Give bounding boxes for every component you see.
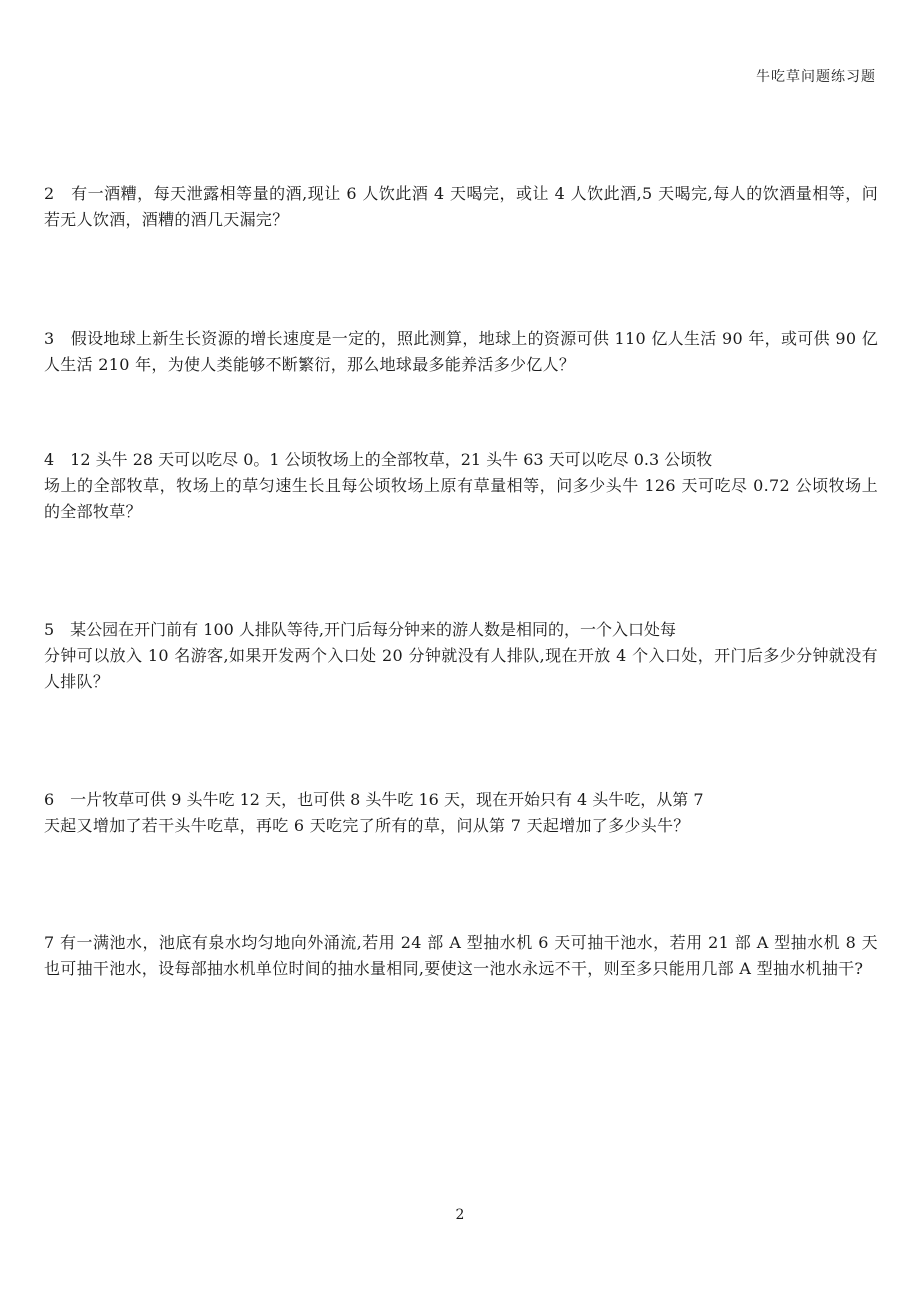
question-2	[44, 181, 878, 233]
question-3-text: 3 假设地球上新生长资源的增长速度是一定的，照此测算，地球上的资源可供 110 亿人生活 90 年，或可供 90 亿人生活 210 年，为使人类能够不断繁衍，那么地球最多能养活多少亿人？	[44, 329, 878, 374]
question-7	[44, 930, 878, 982]
page-number: 2	[455, 1207, 465, 1223]
question-6-first-line: 6 一片牧草可供 9 头牛吃 12 天，也可供 8 头牛吃 16 天，现在开始只有 4 头牛吃，从第 7	[44, 790, 704, 809]
question-5	[44, 617, 878, 695]
question-4	[44, 447, 878, 525]
question-6-rest: 天起又增加了若干头牛吃草，再吃 6 天吃完了所有的草，问从第 7 天起增加了多少头牛？	[44, 816, 690, 835]
question-6	[44, 787, 878, 839]
question-4-rest: 场上的全部牧草，牧场上的草匀速生长且每公顷牧场上原有草量相等，问多少头牛 126 天可吃尽 0.72 公顷牧场上的全部牧草？	[44, 476, 878, 521]
question-2-text: 2 有一酒糟，每天泄露相等量的酒,现让 6 人饮此酒 4 天喝完，或让 4 人饮此酒,5 天喝完,每人的饮酒量相等，问若无人饮酒，酒糟的酒几天漏完？	[44, 184, 878, 229]
question-4-first-line: 4 12 头牛 28 天可以吃尽 0。1 公顷牧场上的全部牧草，21 头牛 63 天可以吃尽 0.3 公顷牧	[44, 450, 713, 469]
question-5-rest: 分钟可以放入 10 名游客,如果开发两个入口处 20 分钟就没有人排队,现在开放 4 个入口处，开门后多少分钟就没有人排队？	[44, 646, 878, 691]
question-3	[44, 326, 878, 378]
document-header-title: 牛吃草问题练习题	[756, 69, 876, 85]
question-7-text: 7 有一满池水，池底有泉水均匀地向外涌流,若用 24 部 A 型抽水机 6 天可抽干池水，若用 21 部 A 型抽水机 8 天也可抽干池水，设每部抽水机单位时间的抽水量相同,要使这一池水永远不干，则至多只能用几部 A 型抽水机抽干?	[44, 933, 878, 978]
question-5-first-line: 5 某公园在开门前有 100 人排队等待,开门后每分钟来的游人数是相同的，一个入口处每	[44, 620, 676, 639]
